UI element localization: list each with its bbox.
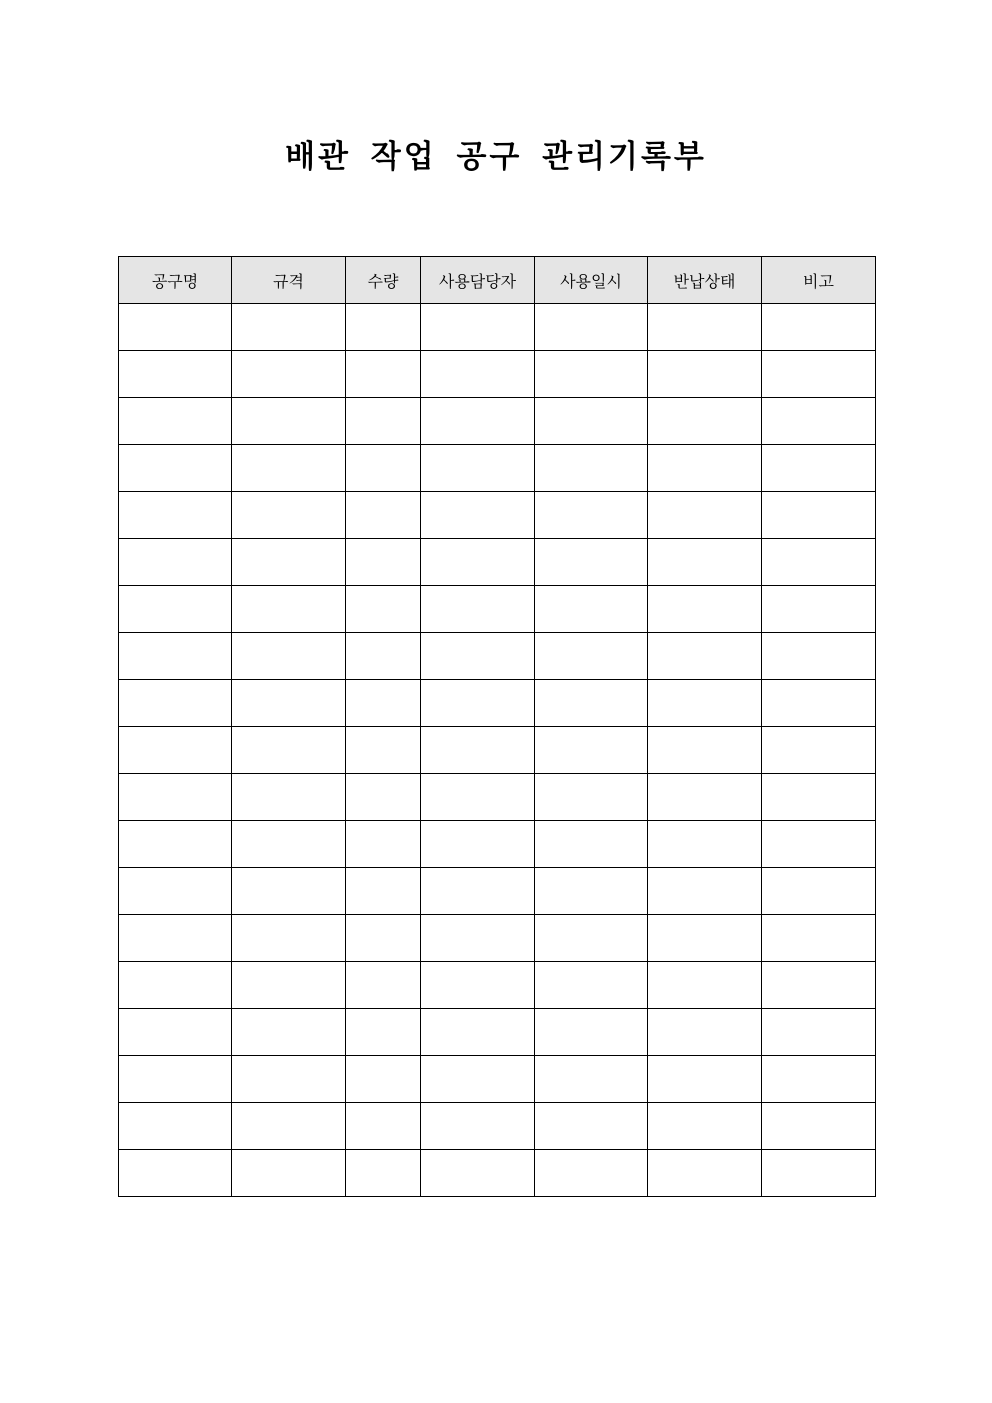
table-cell[interactable] <box>421 1103 535 1150</box>
table-cell[interactable] <box>119 1103 232 1150</box>
table-row <box>119 1009 876 1056</box>
table-cell[interactable] <box>346 398 421 445</box>
table-cell[interactable] <box>535 1009 648 1056</box>
table-cell[interactable] <box>346 680 421 727</box>
table-cell[interactable] <box>535 1150 648 1197</box>
table-cell[interactable] <box>421 633 535 680</box>
table-cell[interactable] <box>232 868 346 915</box>
table-cell[interactable] <box>119 633 232 680</box>
table-cell[interactable] <box>421 821 535 868</box>
table-row <box>119 1103 876 1150</box>
table-cell[interactable] <box>346 1056 421 1103</box>
table-cell[interactable] <box>762 304 876 351</box>
table-cell[interactable] <box>421 1150 535 1197</box>
table-cell[interactable] <box>346 1009 421 1056</box>
table-cell[interactable] <box>232 727 346 774</box>
table-row <box>119 1056 876 1103</box>
table-cell[interactable] <box>232 539 346 586</box>
table-cell[interactable] <box>119 398 232 445</box>
table-cell[interactable] <box>535 586 648 633</box>
table-cell[interactable] <box>119 1009 232 1056</box>
table-cell[interactable] <box>762 1150 876 1197</box>
table-cell[interactable] <box>346 962 421 1009</box>
table-cell[interactable] <box>232 304 346 351</box>
table-cell[interactable] <box>648 1103 762 1150</box>
table-row <box>119 1150 876 1197</box>
table-cell[interactable] <box>119 727 232 774</box>
table-cell[interactable] <box>648 821 762 868</box>
table-cell[interactable] <box>119 915 232 962</box>
table-cell[interactable] <box>648 492 762 539</box>
table-cell[interactable] <box>232 1150 346 1197</box>
table-row <box>119 351 876 398</box>
table-row <box>119 398 876 445</box>
table-cell[interactable] <box>648 1150 762 1197</box>
table-cell[interactable] <box>232 1056 346 1103</box>
table-cell[interactable] <box>535 727 648 774</box>
table-cell[interactable] <box>535 774 648 821</box>
table-cell[interactable] <box>762 962 876 1009</box>
table-body <box>119 304 876 1197</box>
table-cell[interactable] <box>648 539 762 586</box>
table-cell[interactable] <box>421 398 535 445</box>
table-cell[interactable] <box>762 633 876 680</box>
table-cell[interactable] <box>346 915 421 962</box>
table-row <box>119 304 876 351</box>
table-cell[interactable] <box>762 492 876 539</box>
table-cell[interactable] <box>762 398 876 445</box>
table-cell[interactable] <box>648 727 762 774</box>
table-cell[interactable] <box>119 351 232 398</box>
table-cell[interactable] <box>762 821 876 868</box>
table-cell[interactable] <box>119 680 232 727</box>
table-cell[interactable] <box>648 1056 762 1103</box>
table-cell[interactable] <box>648 586 762 633</box>
table-cell[interactable] <box>346 351 421 398</box>
table-cell[interactable] <box>535 680 648 727</box>
table-row <box>119 492 876 539</box>
table-cell[interactable] <box>232 492 346 539</box>
table-cell[interactable] <box>421 351 535 398</box>
table-cell[interactable] <box>119 586 232 633</box>
column-header-usage-datetime: 사용일시 <box>535 257 648 304</box>
table-cell[interactable] <box>421 727 535 774</box>
column-header-user-in-charge: 사용담당자 <box>421 257 535 304</box>
table-cell[interactable] <box>346 633 421 680</box>
table-cell[interactable] <box>535 821 648 868</box>
table-cell[interactable] <box>535 868 648 915</box>
table-cell[interactable] <box>232 398 346 445</box>
table-cell[interactable] <box>535 915 648 962</box>
table-row <box>119 539 876 586</box>
table-cell[interactable] <box>346 445 421 492</box>
table-row <box>119 868 876 915</box>
table-cell[interactable] <box>346 1150 421 1197</box>
table-cell[interactable] <box>232 1009 346 1056</box>
table-row <box>119 727 876 774</box>
column-header-quantity: 수량 <box>346 257 421 304</box>
table-cell[interactable] <box>346 868 421 915</box>
table-row <box>119 774 876 821</box>
table-row <box>119 915 876 962</box>
table-cell[interactable] <box>535 398 648 445</box>
table-cell[interactable] <box>535 1103 648 1150</box>
page-title: 배관 작업 공구 관리기록부 <box>285 139 707 175</box>
table-cell[interactable] <box>421 868 535 915</box>
table-cell[interactable] <box>762 727 876 774</box>
table-cell[interactable] <box>119 868 232 915</box>
table-cell[interactable] <box>648 1009 762 1056</box>
table-cell[interactable] <box>232 445 346 492</box>
table-cell[interactable] <box>232 774 346 821</box>
table-cell[interactable] <box>762 1103 876 1150</box>
table-cell[interactable] <box>535 492 648 539</box>
table-row <box>119 962 876 1009</box>
table-cell[interactable] <box>762 680 876 727</box>
table-row <box>119 445 876 492</box>
table-cell[interactable] <box>762 915 876 962</box>
table-cell[interactable] <box>648 351 762 398</box>
tool-management-table <box>118 256 876 1197</box>
column-header-return-status: 반납상태 <box>648 257 762 304</box>
table-cell[interactable] <box>421 304 535 351</box>
table-cell[interactable] <box>119 1150 232 1197</box>
table-cell[interactable] <box>648 304 762 351</box>
table-cell[interactable] <box>762 586 876 633</box>
table-cell[interactable] <box>648 680 762 727</box>
table-cell[interactable] <box>232 633 346 680</box>
table-cell[interactable] <box>232 1103 346 1150</box>
table-cell[interactable] <box>535 445 648 492</box>
table-cell[interactable] <box>232 586 346 633</box>
table-row <box>119 633 876 680</box>
table-cell[interactable] <box>232 351 346 398</box>
table-cell[interactable] <box>535 633 648 680</box>
table-cell[interactable] <box>346 304 421 351</box>
table-cell[interactable] <box>232 915 346 962</box>
table-cell[interactable] <box>648 398 762 445</box>
table-cell[interactable] <box>119 962 232 1009</box>
table-cell[interactable] <box>762 774 876 821</box>
table-cell[interactable] <box>421 915 535 962</box>
table-row <box>119 680 876 727</box>
table-row <box>119 821 876 868</box>
table-cell[interactable] <box>648 445 762 492</box>
table-cell[interactable] <box>232 821 346 868</box>
table-cell[interactable] <box>346 774 421 821</box>
table-cell[interactable] <box>346 1103 421 1150</box>
table-cell[interactable] <box>421 445 535 492</box>
table-cell[interactable] <box>535 962 648 1009</box>
table-cell[interactable] <box>421 1009 535 1056</box>
table-cell[interactable] <box>762 351 876 398</box>
table-cell[interactable] <box>762 868 876 915</box>
table-row <box>119 586 876 633</box>
table-cell[interactable] <box>421 586 535 633</box>
table-cell[interactable] <box>648 962 762 1009</box>
table-cell[interactable] <box>535 539 648 586</box>
table-cell[interactable] <box>232 962 346 1009</box>
table-cell[interactable] <box>232 680 346 727</box>
table-cell[interactable] <box>762 445 876 492</box>
table-cell[interactable] <box>119 774 232 821</box>
table-cell[interactable] <box>648 868 762 915</box>
table-cell[interactable] <box>346 586 421 633</box>
table-cell[interactable] <box>535 351 648 398</box>
table-cell[interactable] <box>762 1009 876 1056</box>
table-cell[interactable] <box>119 1056 232 1103</box>
table-cell[interactable] <box>119 304 232 351</box>
table-cell[interactable] <box>119 492 232 539</box>
column-header-remarks: 비고 <box>762 257 876 304</box>
table-cell[interactable] <box>421 539 535 586</box>
table-cell[interactable] <box>421 1056 535 1103</box>
table-cell[interactable] <box>648 774 762 821</box>
table-cell[interactable] <box>421 962 535 1009</box>
table-cell[interactable] <box>535 1056 648 1103</box>
table-cell[interactable] <box>421 774 535 821</box>
table-cell[interactable] <box>535 304 648 351</box>
table-cell[interactable] <box>648 915 762 962</box>
table-cell[interactable] <box>119 821 232 868</box>
table-header-row <box>119 257 876 304</box>
table-cell[interactable] <box>119 539 232 586</box>
table-cell[interactable] <box>346 727 421 774</box>
column-header-spec: 규격 <box>232 257 346 304</box>
table-cell[interactable] <box>346 492 421 539</box>
table-cell[interactable] <box>346 539 421 586</box>
table-cell[interactable] <box>762 539 876 586</box>
table-cell[interactable] <box>421 680 535 727</box>
table-cell[interactable] <box>421 492 535 539</box>
table-cell[interactable] <box>762 1056 876 1103</box>
table-cell[interactable] <box>119 445 232 492</box>
table-cell[interactable] <box>648 633 762 680</box>
table-cell[interactable] <box>346 821 421 868</box>
column-header-tool-name: 공구명 <box>119 257 232 304</box>
